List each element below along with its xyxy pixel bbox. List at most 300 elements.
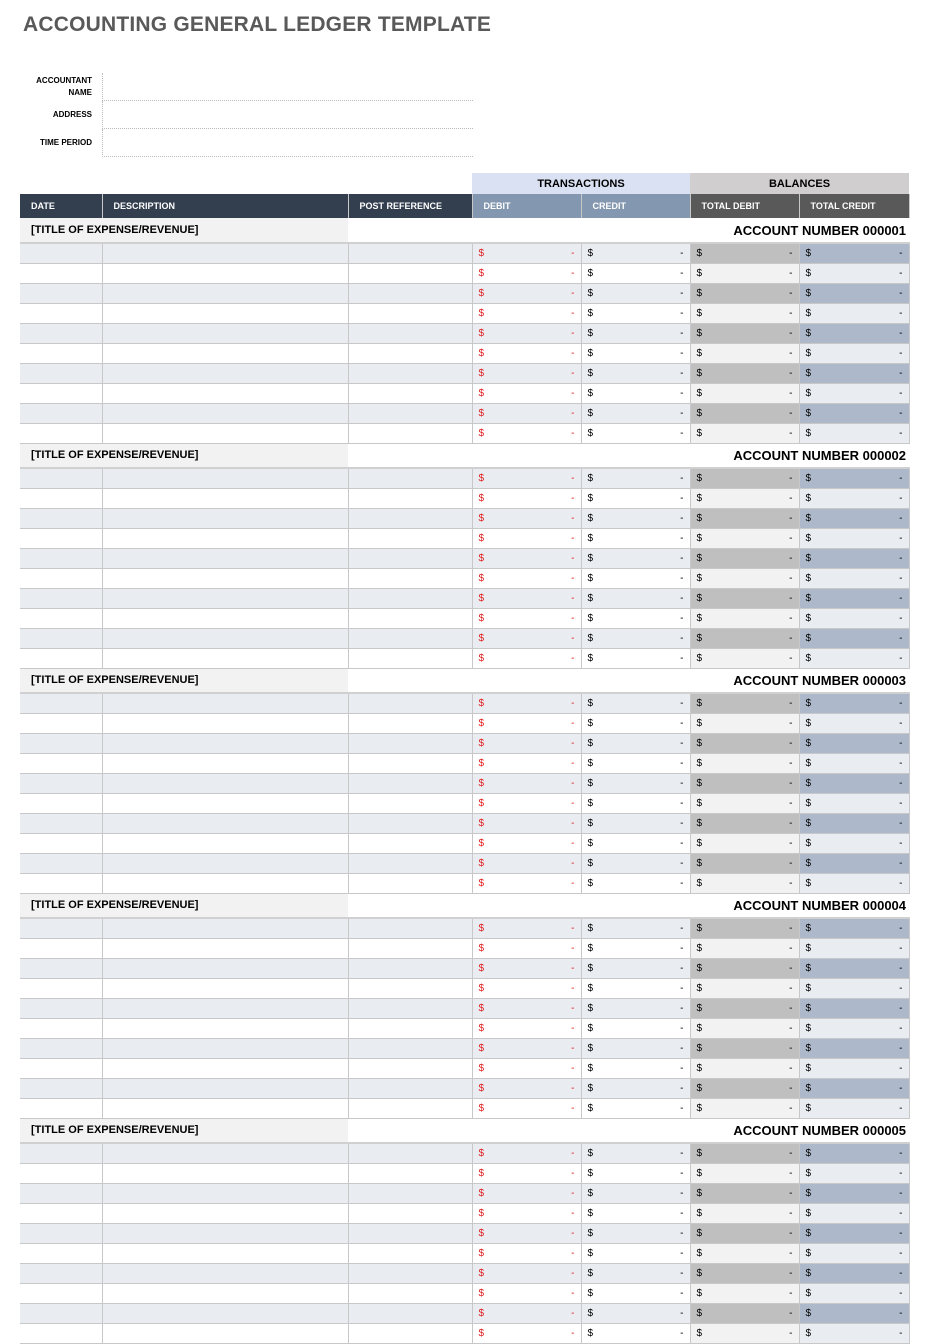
debit-cell[interactable] <box>472 323 581 343</box>
credit-cell[interactable] <box>581 1243 690 1263</box>
date-cell[interactable] <box>20 1018 102 1038</box>
total-credit-cell <box>799 753 909 773</box>
post-reference-cell[interactable] <box>348 853 472 873</box>
credit-cell[interactable] <box>581 713 690 733</box>
debit-cell[interactable] <box>472 1183 581 1203</box>
debit-cell[interactable] <box>472 283 581 303</box>
credit-cell[interactable] <box>581 1263 690 1283</box>
total-debit-cell <box>690 1038 799 1058</box>
date-cell[interactable] <box>20 468 102 488</box>
description-cell[interactable] <box>102 938 348 958</box>
account-number[interactable]: ACCOUNT NUMBER 000001 <box>348 218 909 243</box>
post-reference-cell[interactable] <box>348 918 472 938</box>
debit-cell[interactable] <box>472 1323 581 1343</box>
date-cell[interactable] <box>20 1203 102 1223</box>
description-cell[interactable] <box>102 753 348 773</box>
date-cell[interactable] <box>20 813 102 833</box>
date-cell[interactable] <box>20 548 102 568</box>
debit-cell[interactable] <box>472 938 581 958</box>
date-cell[interactable] <box>20 793 102 813</box>
description-cell[interactable] <box>102 793 348 813</box>
post-reference-cell[interactable] <box>348 1143 472 1163</box>
currency-symbol: $ <box>805 1147 812 1159</box>
description-cell[interactable] <box>102 1078 348 1098</box>
debit-cell[interactable] <box>472 853 581 873</box>
description-cell[interactable] <box>102 243 348 263</box>
post-reference-cell[interactable] <box>348 1243 472 1263</box>
date-cell[interactable] <box>20 1058 102 1078</box>
date-cell[interactable] <box>20 363 102 383</box>
date-cell[interactable] <box>20 773 102 793</box>
description-cell[interactable] <box>102 568 348 588</box>
debit-cell[interactable] <box>472 243 581 263</box>
post-reference-cell[interactable] <box>348 608 472 628</box>
debit-cell[interactable] <box>472 648 581 668</box>
description-cell[interactable] <box>102 403 348 423</box>
amount: - <box>899 1167 903 1179</box>
credit-cell[interactable] <box>581 263 690 283</box>
account-number[interactable]: ACCOUNT NUMBER 000005 <box>348 1118 909 1143</box>
post-reference-cell[interactable] <box>348 1163 472 1183</box>
date-cell[interactable] <box>20 833 102 853</box>
credit-cell[interactable] <box>581 548 690 568</box>
credit-cell[interactable] <box>581 1203 690 1223</box>
post-reference-cell[interactable] <box>348 423 472 443</box>
debit-cell[interactable] <box>472 1143 581 1163</box>
credit-cell[interactable] <box>581 918 690 938</box>
description-cell[interactable] <box>102 1018 348 1038</box>
debit-cell[interactable] <box>472 383 581 403</box>
description-cell[interactable] <box>102 383 348 403</box>
debit-cell[interactable] <box>472 998 581 1018</box>
currency-symbol: $ <box>587 942 594 954</box>
credit-cell[interactable] <box>581 1143 690 1163</box>
amount: - <box>571 1247 575 1259</box>
post-reference-cell[interactable] <box>348 528 472 548</box>
debit-cell[interactable] <box>472 508 581 528</box>
post-reference-cell[interactable] <box>348 383 472 403</box>
credit-cell[interactable] <box>581 978 690 998</box>
description-cell[interactable] <box>102 1203 348 1223</box>
debit-cell[interactable] <box>472 1303 581 1323</box>
date-cell[interactable] <box>20 488 102 508</box>
date-cell[interactable] <box>20 323 102 343</box>
section-title[interactable]: [TITLE OF EXPENSE/REVENUE] <box>20 893 348 918</box>
post-reference-cell[interactable] <box>348 1283 472 1303</box>
date-cell[interactable] <box>20 918 102 938</box>
date-cell[interactable] <box>20 733 102 753</box>
post-reference-cell[interactable] <box>348 243 472 263</box>
debit-cell[interactable] <box>472 693 581 713</box>
description-cell[interactable] <box>102 978 348 998</box>
credit-cell[interactable] <box>581 1058 690 1078</box>
currency-symbol: $ <box>478 492 485 504</box>
debit-cell[interactable] <box>472 1038 581 1058</box>
date-cell[interactable] <box>20 1283 102 1303</box>
debit-cell[interactable] <box>472 488 581 508</box>
date-cell[interactable] <box>20 753 102 773</box>
date-cell[interactable] <box>20 423 102 443</box>
section-title[interactable]: [TITLE OF EXPENSE/REVENUE] <box>20 218 348 243</box>
debit-cell[interactable] <box>472 628 581 648</box>
credit-cell[interactable] <box>581 628 690 648</box>
accountant-name-field[interactable] <box>102 73 473 101</box>
post-reference-cell[interactable] <box>348 323 472 343</box>
description-cell[interactable] <box>102 998 348 1018</box>
date-cell[interactable] <box>20 303 102 323</box>
description-cell[interactable] <box>102 1143 348 1163</box>
post-reference-cell[interactable] <box>348 283 472 303</box>
debit-cell[interactable] <box>472 813 581 833</box>
ledger-row <box>20 303 909 323</box>
date-cell[interactable] <box>20 403 102 423</box>
date-cell[interactable] <box>20 1143 102 1163</box>
amount: - <box>680 612 684 624</box>
date-cell[interactable] <box>20 853 102 873</box>
credit-cell[interactable] <box>581 958 690 978</box>
post-reference-cell[interactable] <box>348 548 472 568</box>
description-cell[interactable] <box>102 303 348 323</box>
post-reference-cell[interactable] <box>348 1303 472 1323</box>
debit-cell[interactable] <box>472 1243 581 1263</box>
credit-cell[interactable] <box>581 1183 690 1203</box>
date-cell[interactable] <box>20 528 102 548</box>
currency-symbol: $ <box>478 267 485 279</box>
debit-cell[interactable] <box>472 588 581 608</box>
description-cell[interactable] <box>102 1283 348 1303</box>
credit-cell[interactable] <box>581 608 690 628</box>
description-cell[interactable] <box>102 693 348 713</box>
post-reference-cell[interactable] <box>348 793 472 813</box>
post-reference-cell[interactable] <box>348 263 472 283</box>
account-number[interactable]: ACCOUNT NUMBER 000002 <box>348 443 909 468</box>
date-cell[interactable] <box>20 263 102 283</box>
date-cell[interactable] <box>20 1098 102 1118</box>
credit-cell[interactable] <box>581 423 690 443</box>
description-cell[interactable] <box>102 528 348 548</box>
post-reference-cell[interactable] <box>348 1038 472 1058</box>
date-cell[interactable] <box>20 1038 102 1058</box>
amount: - <box>789 1287 793 1299</box>
description-cell[interactable] <box>102 813 348 833</box>
date-cell[interactable] <box>20 1183 102 1203</box>
date-cell[interactable] <box>20 568 102 588</box>
description-cell[interactable] <box>102 1243 348 1263</box>
description-cell[interactable] <box>102 343 348 363</box>
col-debit: DEBIT <box>472 194 581 218</box>
post-reference-cell[interactable] <box>348 648 472 668</box>
debit-cell[interactable] <box>472 918 581 938</box>
credit-cell[interactable] <box>581 1323 690 1343</box>
currency-symbol: $ <box>478 1042 485 1054</box>
description-cell[interactable] <box>102 363 348 383</box>
description-cell[interactable] <box>102 628 348 648</box>
credit-cell[interactable] <box>581 383 690 403</box>
post-reference-cell[interactable] <box>348 1263 472 1283</box>
description-cell[interactable] <box>102 283 348 303</box>
total-debit-cell <box>690 753 799 773</box>
debit-cell[interactable] <box>472 793 581 813</box>
description-cell[interactable] <box>102 833 348 853</box>
post-reference-cell[interactable] <box>348 998 472 1018</box>
date-cell[interactable] <box>20 588 102 608</box>
date-cell[interactable] <box>20 628 102 648</box>
amount: - <box>571 1207 575 1219</box>
post-reference-cell[interactable] <box>348 1058 472 1078</box>
description-cell[interactable] <box>102 508 348 528</box>
date-cell[interactable] <box>20 998 102 1018</box>
post-reference-cell[interactable] <box>348 468 472 488</box>
credit-cell[interactable] <box>581 1303 690 1323</box>
description-cell[interactable] <box>102 588 348 608</box>
amount: - <box>789 982 793 994</box>
post-reference-cell[interactable] <box>348 978 472 998</box>
post-reference-cell[interactable] <box>348 1323 472 1343</box>
debit-cell[interactable] <box>472 833 581 853</box>
currency-symbol: $ <box>696 347 703 359</box>
debit-cell[interactable] <box>472 548 581 568</box>
date-cell[interactable] <box>20 1263 102 1283</box>
description-cell[interactable] <box>102 713 348 733</box>
currency-symbol: $ <box>696 592 703 604</box>
date-cell[interactable] <box>20 608 102 628</box>
credit-cell[interactable] <box>581 793 690 813</box>
description-cell[interactable] <box>102 1263 348 1283</box>
post-reference-cell[interactable] <box>348 873 472 893</box>
credit-cell[interactable] <box>581 363 690 383</box>
amount: - <box>680 817 684 829</box>
credit-cell[interactable] <box>581 1223 690 1243</box>
total-credit-cell <box>799 488 909 508</box>
amount: - <box>789 367 793 379</box>
debit-cell[interactable] <box>472 363 581 383</box>
post-reference-cell[interactable] <box>348 958 472 978</box>
total-credit-cell <box>799 1263 909 1283</box>
post-reference-cell[interactable] <box>348 363 472 383</box>
post-reference-cell[interactable] <box>348 693 472 713</box>
total-debit-cell <box>690 813 799 833</box>
credit-cell[interactable] <box>581 998 690 1018</box>
description-cell[interactable] <box>102 648 348 668</box>
credit-cell[interactable] <box>581 568 690 588</box>
description-cell[interactable] <box>102 1098 348 1118</box>
post-reference-cell[interactable] <box>348 568 472 588</box>
credit-cell[interactable] <box>581 323 690 343</box>
description-cell[interactable] <box>102 918 348 938</box>
date-cell[interactable] <box>20 713 102 733</box>
credit-cell[interactable] <box>581 648 690 668</box>
post-reference-cell[interactable] <box>348 1018 472 1038</box>
description-cell[interactable] <box>102 1223 348 1243</box>
account-number[interactable]: ACCOUNT NUMBER 000003 <box>348 668 909 693</box>
debit-cell[interactable] <box>472 753 581 773</box>
debit-cell[interactable] <box>472 263 581 283</box>
currency-symbol: $ <box>696 1187 703 1199</box>
debit-cell[interactable] <box>472 1058 581 1078</box>
post-reference-cell[interactable] <box>348 1203 472 1223</box>
credit-cell[interactable] <box>581 813 690 833</box>
credit-cell[interactable] <box>581 468 690 488</box>
credit-cell[interactable] <box>581 693 690 713</box>
currency-symbol: $ <box>805 1207 812 1219</box>
date-cell[interactable] <box>20 958 102 978</box>
debit-cell[interactable] <box>472 608 581 628</box>
date-cell[interactable] <box>20 343 102 363</box>
credit-cell[interactable] <box>581 873 690 893</box>
credit-cell[interactable] <box>581 938 690 958</box>
date-cell[interactable] <box>20 1323 102 1343</box>
credit-cell[interactable] <box>581 833 690 853</box>
debit-cell[interactable] <box>472 1018 581 1038</box>
debit-cell[interactable] <box>472 873 581 893</box>
date-cell[interactable] <box>20 383 102 403</box>
date-cell[interactable] <box>20 1078 102 1098</box>
date-cell[interactable] <box>20 938 102 958</box>
credit-cell[interactable] <box>581 773 690 793</box>
debit-cell[interactable] <box>472 958 581 978</box>
debit-cell[interactable] <box>472 303 581 323</box>
post-reference-cell[interactable] <box>348 343 472 363</box>
credit-cell[interactable] <box>581 1098 690 1118</box>
description-cell[interactable] <box>102 1058 348 1078</box>
description-cell[interactable] <box>102 773 348 793</box>
description-cell[interactable] <box>102 608 348 628</box>
description-cell[interactable] <box>102 548 348 568</box>
post-reference-cell[interactable] <box>348 628 472 648</box>
debit-cell[interactable] <box>472 568 581 588</box>
debit-cell[interactable] <box>472 468 581 488</box>
currency-symbol: $ <box>587 592 594 604</box>
post-reference-cell[interactable] <box>348 588 472 608</box>
description-cell[interactable] <box>102 323 348 343</box>
description-cell[interactable] <box>102 1183 348 1203</box>
total-debit-cell <box>690 1203 799 1223</box>
account-number[interactable]: ACCOUNT NUMBER 000004 <box>348 893 909 918</box>
debit-cell[interactable] <box>472 773 581 793</box>
post-reference-cell[interactable] <box>348 1223 472 1243</box>
post-reference-cell[interactable] <box>348 773 472 793</box>
date-cell[interactable] <box>20 508 102 528</box>
credit-cell[interactable] <box>581 1163 690 1183</box>
amount: - <box>571 1147 575 1159</box>
credit-cell[interactable] <box>581 1078 690 1098</box>
credit-cell[interactable] <box>581 528 690 548</box>
currency-symbol: $ <box>696 1307 703 1319</box>
date-cell[interactable] <box>20 1163 102 1183</box>
description-cell[interactable] <box>102 958 348 978</box>
time-period-field[interactable] <box>102 129 473 157</box>
amount: - <box>789 877 793 889</box>
post-reference-cell[interactable] <box>348 488 472 508</box>
description-cell[interactable] <box>102 1323 348 1343</box>
debit-cell[interactable] <box>472 733 581 753</box>
debit-cell[interactable] <box>472 1263 581 1283</box>
credit-cell[interactable] <box>581 853 690 873</box>
date-cell[interactable] <box>20 978 102 998</box>
credit-cell[interactable] <box>581 303 690 323</box>
date-cell[interactable] <box>20 1243 102 1263</box>
debit-cell[interactable] <box>472 713 581 733</box>
credit-cell[interactable] <box>581 243 690 263</box>
date-cell[interactable] <box>20 283 102 303</box>
credit-cell[interactable] <box>581 1283 690 1303</box>
debit-cell[interactable] <box>472 528 581 548</box>
post-reference-cell[interactable] <box>348 753 472 773</box>
section-title[interactable]: [TITLE OF EXPENSE/REVENUE] <box>20 668 348 693</box>
date-cell[interactable] <box>20 243 102 263</box>
description-cell[interactable] <box>102 263 348 283</box>
date-cell[interactable] <box>20 693 102 713</box>
post-reference-cell[interactable] <box>348 813 472 833</box>
description-cell[interactable] <box>102 733 348 753</box>
debit-cell[interactable] <box>472 1203 581 1223</box>
credit-cell[interactable] <box>581 283 690 303</box>
amount: - <box>680 387 684 399</box>
post-reference-cell[interactable] <box>348 938 472 958</box>
debit-cell[interactable] <box>472 1078 581 1098</box>
date-cell[interactable] <box>20 648 102 668</box>
description-cell[interactable] <box>102 468 348 488</box>
debit-cell[interactable] <box>472 343 581 363</box>
amount: - <box>680 737 684 749</box>
debit-cell[interactable] <box>472 1223 581 1243</box>
debit-cell[interactable] <box>472 403 581 423</box>
credit-cell[interactable] <box>581 343 690 363</box>
post-reference-cell[interactable] <box>348 833 472 853</box>
description-cell[interactable] <box>102 1038 348 1058</box>
section-title[interactable]: [TITLE OF EXPENSE/REVENUE] <box>20 1118 348 1143</box>
credit-cell[interactable] <box>581 588 690 608</box>
currency-symbol: $ <box>478 1062 485 1074</box>
amount: - <box>571 1187 575 1199</box>
description-cell[interactable] <box>102 423 348 443</box>
post-reference-cell[interactable] <box>348 1098 472 1118</box>
description-cell[interactable] <box>102 1163 348 1183</box>
credit-cell[interactable] <box>581 403 690 423</box>
amount: - <box>571 1022 575 1034</box>
credit-cell[interactable] <box>581 733 690 753</box>
date-cell[interactable] <box>20 1223 102 1243</box>
credit-cell[interactable] <box>581 753 690 773</box>
ledger-row <box>20 263 909 283</box>
address-field[interactable] <box>102 101 473 129</box>
post-reference-cell[interactable] <box>348 1183 472 1203</box>
post-reference-cell[interactable] <box>348 508 472 528</box>
description-cell[interactable] <box>102 873 348 893</box>
description-cell[interactable] <box>102 488 348 508</box>
credit-cell[interactable] <box>581 488 690 508</box>
credit-cell[interactable] <box>581 508 690 528</box>
section-title[interactable]: [TITLE OF EXPENSE/REVENUE] <box>20 443 348 468</box>
post-reference-cell[interactable] <box>348 733 472 753</box>
date-cell[interactable] <box>20 1303 102 1323</box>
currency-symbol: $ <box>696 612 703 624</box>
debit-cell[interactable] <box>472 423 581 443</box>
debit-cell[interactable] <box>472 1283 581 1303</box>
debit-cell[interactable] <box>472 1163 581 1183</box>
date-cell[interactable] <box>20 873 102 893</box>
post-reference-cell[interactable] <box>348 1078 472 1098</box>
description-cell[interactable] <box>102 1303 348 1323</box>
credit-cell[interactable] <box>581 1018 690 1038</box>
credit-cell[interactable] <box>581 1038 690 1058</box>
post-reference-cell[interactable] <box>348 403 472 423</box>
description-cell[interactable] <box>102 853 348 873</box>
post-reference-cell[interactable] <box>348 303 472 323</box>
post-reference-cell[interactable] <box>348 713 472 733</box>
debit-cell[interactable] <box>472 1098 581 1118</box>
debit-cell[interactable] <box>472 978 581 998</box>
